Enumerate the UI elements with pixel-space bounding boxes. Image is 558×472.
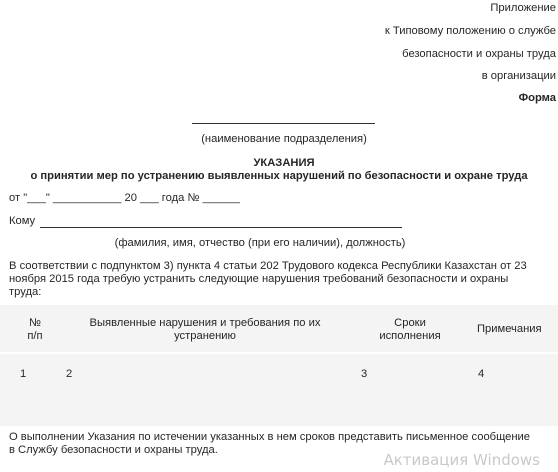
table-cell-violation: 2	[66, 368, 73, 380]
intro-line1: В соответствии с подпунктом 3) пункта 4 статьи 202 Трудового кодекса Республики Казахстан от 23	[9, 260, 527, 272]
table-cell-notes: 4	[478, 368, 485, 380]
header-line1: к Типовому положению о службе	[384, 25, 556, 37]
header-violation-line2: устранению	[174, 330, 236, 342]
table-cell-deadline: 3	[361, 368, 368, 380]
header-notes: Примечания	[477, 323, 542, 335]
header-violation-line1: Выявленные нарушения и требования по их	[89, 317, 321, 329]
document-subtitle: о принятии мер по устранению выявленных нарушений по безопасности и охране труда	[30, 170, 528, 182]
header-appendix: Приложение	[490, 2, 556, 14]
header-form: Форма	[518, 92, 556, 104]
header-line2: безопасности и охраны труда	[402, 48, 556, 60]
recipient-underline	[40, 227, 402, 228]
header-deadline-line1: Сроки	[394, 317, 426, 329]
intro-line2: ноября 2015 года требую устранить следующие нарушения требований безопасности и охраны	[9, 273, 509, 285]
table-cell-num: 1	[20, 368, 27, 380]
subdivision-underline	[192, 123, 375, 124]
subdivision-caption: (наименование подразделения)	[201, 133, 367, 145]
document-title: УКАЗАНИЯ	[253, 157, 315, 169]
table-row-separator	[0, 352, 558, 354]
closing-line2: в Службу безопасности и охраны труда.	[9, 444, 218, 456]
recipient-label: Кому	[9, 215, 36, 227]
header-num-line1: №	[28, 317, 41, 329]
date-number-line: от "___" ___________ 20 ___ года № ______	[9, 192, 240, 204]
recipient-caption: (фамилия, имя, отчество (при его наличии), должность)	[114, 237, 406, 249]
header-num-line2: п/п	[27, 330, 43, 342]
intro-line3: труда:	[9, 286, 42, 298]
windows-activation-watermark: Активация Windows	[383, 451, 540, 469]
header-line3: в организации	[481, 70, 556, 82]
header-deadline-line2: исполнения	[379, 330, 441, 342]
closing-line1: О выполнении Указания по истечении указанных в нем сроков представить письменное сообщение	[9, 431, 531, 443]
